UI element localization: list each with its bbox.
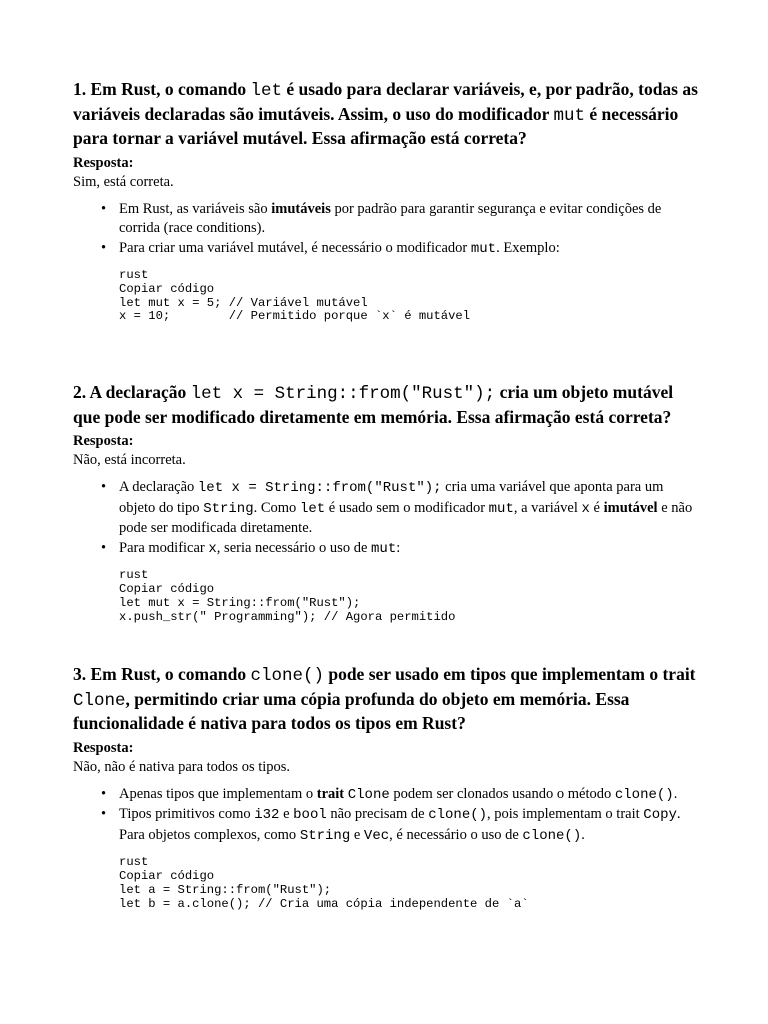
title-text: cria um objeto mutável que pode ser modificado diretamente em memória. Essa afirmação está correta? (73, 382, 674, 427)
item-text: cria uma variável que aponta para um objeto do tipo (119, 479, 664, 516)
item-text: e (279, 806, 294, 823)
code-block: rust Copiar código let mut x = 5; // Variável mutável x = 10; // Permitido porque `x` é mutável (119, 268, 471, 324)
item-code: String (299, 827, 351, 844)
item-code: clone() (614, 786, 674, 803)
bullet-icon: • (101, 539, 107, 556)
item-text: . Exemplo: (496, 239, 560, 256)
title-code: clone() (250, 666, 324, 687)
list-item (101, 200, 698, 239)
item-bold: imutáveis (271, 200, 331, 217)
title-code: mut (553, 105, 585, 126)
answer-label: Resposta: (73, 739, 134, 756)
item-text: por padrão para garantir segurança e evitar condições de corrida (race conditions). (119, 200, 662, 236)
question-1 (73, 78, 698, 324)
item-text: , a variável (513, 499, 582, 516)
title-text: 3. Em Rust, o comando (73, 664, 251, 685)
item-code: mut (488, 500, 514, 517)
item-code: String (203, 500, 254, 517)
item-code: x (581, 500, 590, 517)
title-code: let (250, 81, 282, 101)
list-item (101, 539, 698, 560)
bullet-icon: • (101, 806, 107, 823)
code-block: rust Copiar código let a = String::from("Rust"); let b = a.clone(); // Cria uma cópia independente de `a` (119, 855, 529, 911)
answer-label: Resposta: (73, 154, 134, 171)
item-bold: imutável (603, 499, 658, 516)
list-item (101, 239, 698, 260)
item-text: A declaração (119, 479, 198, 496)
item-text: . Como (253, 499, 300, 516)
item-code: x (208, 540, 217, 557)
item-text: , seria necessário o uso de (216, 539, 372, 556)
question-3-title (73, 663, 698, 735)
bullet-list (73, 200, 698, 260)
item-text: . (673, 785, 678, 802)
item-text: . Para objetos complexos, como (119, 806, 681, 843)
answer-label: Resposta: (73, 433, 134, 450)
item-code: let (299, 500, 326, 517)
item-code: Copy (643, 807, 677, 824)
item-code: i32 (254, 807, 280, 824)
question-3 (73, 663, 698, 911)
title-text: , permitindo criar uma cópia profunda do objeto em memória. Essa funcionalidade é nativa para todos os tipos em Rust? (73, 688, 630, 734)
item-code: Clone (347, 786, 390, 803)
title-text: 1. Em Rust, o comando (73, 79, 251, 99)
item-text: podem ser clonados usando o método (389, 785, 615, 802)
bullet-list (73, 478, 698, 559)
bullet-icon: • (101, 239, 107, 256)
item-code: clone() (428, 807, 488, 824)
item-text: e (350, 826, 364, 843)
item-code: mut (470, 240, 497, 257)
item-text: , é necessário o uso de (389, 826, 523, 843)
title-text: é usado para declarar variáveis, e, por padrão, todas as variáveis declaradas são imutáveis. Assim, o uso do modificador (73, 79, 698, 124)
list-item (101, 805, 698, 846)
item-code: let x = String::from("Rust"); (197, 480, 442, 497)
item-bold: trait (316, 785, 345, 802)
item-code: mut (371, 540, 397, 557)
list-item (101, 785, 698, 806)
title-text: pode ser usado em tipos que implementam o trait (323, 664, 696, 685)
item-text: : (396, 539, 401, 556)
question-2-title (73, 381, 698, 428)
list-item (101, 478, 698, 539)
answer-text: Não, está incorreta. (73, 452, 186, 469)
item-text: é usado sem o modificador (325, 499, 489, 516)
bullet-icon: • (101, 200, 107, 217)
title-text: 2. A declaração (73, 382, 191, 403)
answer-text: Sim, está correta. (73, 173, 174, 190)
item-text: . (581, 826, 585, 843)
item-text: Para modificar (119, 539, 209, 556)
item-code: Vec (363, 827, 390, 844)
item-text: Em Rust, as variáveis são (119, 200, 272, 217)
item-text: Para criar uma variável mutável, é necessário o modificador (119, 239, 471, 256)
item-text: , pois implementam o trait (487, 806, 644, 823)
item-code: clone() (522, 827, 582, 844)
document-page (73, 78, 698, 912)
bullet-icon: • (101, 785, 107, 802)
item-text: é (589, 499, 604, 516)
title-text: é necessário para tornar a variável mutável. Essa afirmação está correta? (73, 103, 679, 148)
bullet-list (73, 785, 698, 847)
bullet-icon: • (101, 479, 107, 496)
item-code: bool (293, 807, 327, 824)
question-1-title (73, 78, 698, 150)
item-text: Tipos primitivos como (119, 806, 255, 823)
question-2 (73, 381, 698, 624)
answer-text: Não, não é nativa para todos os tipos. (73, 758, 291, 775)
item-text: e não pode ser modificada diretamente. (119, 499, 693, 537)
item-text: não precisam de (326, 806, 429, 823)
title-code: let x = String::from("Rust"); (190, 384, 496, 405)
title-code: Clone (73, 690, 126, 711)
item-text: Apenas tipos que implementam o (119, 785, 317, 802)
code-block: rust Copiar código let mut x = String::from("Rust"); x.push_str(" Programming"); // Agora permitido (119, 568, 456, 624)
